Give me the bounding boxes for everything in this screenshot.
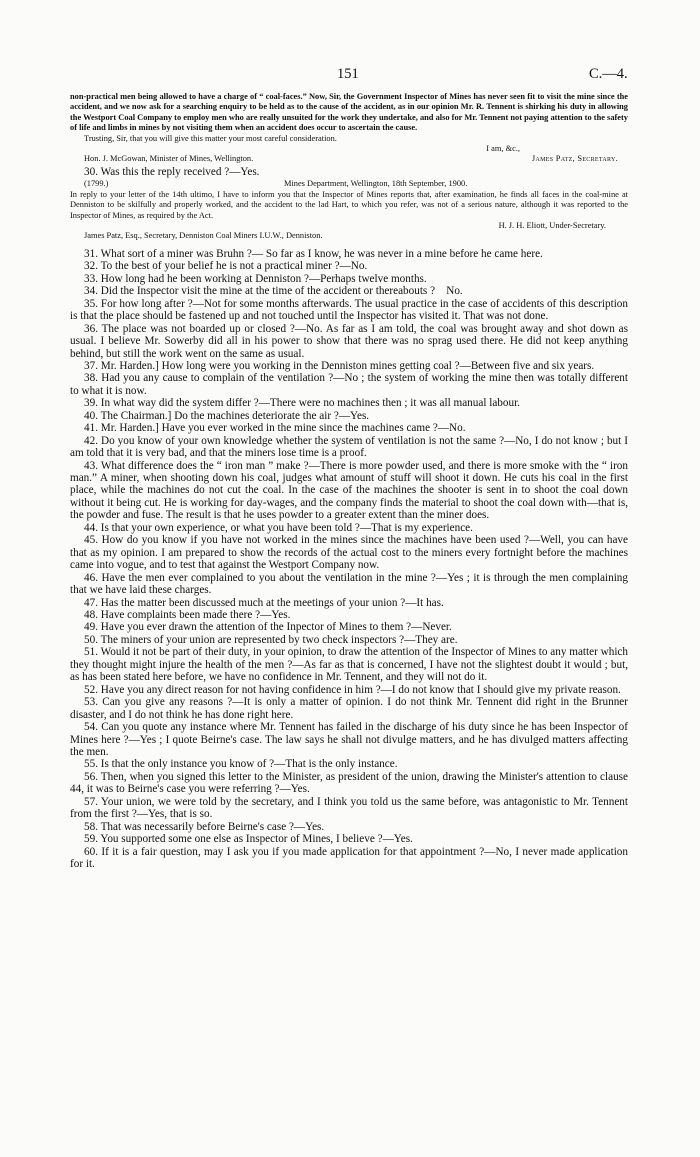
- question-item: 32. To the best of your belief he is not a practical miner ?—No.: [84, 260, 368, 273]
- question-item: 52. Have you any direct reason for not having confidence in him ?—I do not know that I should give my private reason.: [84, 683, 621, 696]
- question-item: 51. Would it not be part of their duty, in your opinion, to draw the attention of the Inspector of Mines to any matter which they thought might injure the health of the men ?—As far as that is concerned, I have not the slightest doubt it would ; but, as has been stated here before, we have no confidence in Mr. Tennent, and they will not do it.: [70, 646, 628, 684]
- page-header: [0, 66, 700, 84]
- question-item: 45. How do you know if you have not worked in the mines since the machines have been used ?—Well, you can have that as my opinion. I am prepared to show the records of the actual cost to the miners every fortnight before the machines came into vogue, and to test that against the Westport Company now.: [70, 534, 628, 572]
- letter-heading-row: [70, 179, 628, 189]
- question-item: 49. Have you ever drawn the attention of the Inpector of Mines to them ?—Never.: [84, 621, 452, 634]
- question-item: 39. In what way did the system differ ?—There were no machines then ; it was all manual labour.: [84, 397, 520, 410]
- sheet-reference: C.—4.: [589, 66, 628, 82]
- page-content: [70, 92, 628, 871]
- question-item: 35. For how long after ?—Not for some months afterwards. The usual practice in the case of accidents of this description is that the place should be fastened up and not touched until the Inspector has visited it. That was not done.: [70, 297, 628, 323]
- letter-body: non-practical men being allowed to have a charge of “ coal-faces.” Now, Sir, the Government Inspector of Mines has never seen fit to visit the mine since the accident, and we now ask for a searching enquiry to be held as to the cause of the accident, as in our opinion Mr. R. Tennent is shirking his duty in allowing the Westport Coal Company to employ men who are really unsuited for the work they undertake, and also for Mr. Tennent not paying attention to the safety of life and limbs in mines by not visiting them when an accident does occur to ascertain the cause.: [70, 92, 628, 133]
- question-item: 42. Do you know of your own knowledge whether the system of ventilation is not the same ?—No, I do not know ; but I am told that it is very bad, and that the miners lose time is a proof.: [70, 434, 628, 460]
- question-item: 55. Is that the only instance you know of ?—That is the only instance.: [84, 758, 398, 771]
- question-item: 56. Then, when you signed this letter to the Minister, as president of the union, drawing the Minister's attention to clause 44, it was to Beirne's case you were referring ?—Yes.: [70, 770, 628, 796]
- question-item: 57. Your union, we were told by the secretary, and I think you told us the same before, was antagonistic to Mr. Tennent from the first ?—Yes, that is so.: [70, 795, 628, 821]
- letter-number: (1799.): [84, 179, 109, 189]
- letter-salutation: I am, &c.,: [486, 144, 520, 154]
- question-item: 43. What difference does the “ iron man ” make ?—There is more powder used, and there is more smoke with the “ iron man.” A miner, when shooting down his coal, judges what amount of stuff will shoot it down. He cuts his coal in the first place, while the machines do not cut the coal. In the case of the machines the shooter is sent in to shoot the coal down without it being cut. He is working for day-wages, and the company finds the material to shoot the coal down with—that is, the powder and fuse. The result is that he uses powder to a greater extent than the miner does.: [70, 459, 628, 522]
- letter-addressee: Hon. J. McGowan, Minister of Mines, Wellington.: [84, 154, 254, 164]
- question-item: 31. What sort of a miner was Bruhn ?— So far as I know, he was never in a mine before he came here.: [84, 247, 543, 260]
- question-item: 60. If it is a fair question, may I ask you if you made application for that appointment ?—No, I never made application for it.: [70, 845, 628, 871]
- question-item: 40. The Chairman.] Do the machines deteriorate the air ?—Yes.: [84, 409, 370, 422]
- question-item: 50. The miners of your union are represented by two check inspectors ?—They are.: [84, 633, 458, 646]
- question-item: 46. Have the men ever complained to you about the ventilation in the mine ?—Yes ; it is through the men complaining that we have laid these charges.: [70, 571, 628, 597]
- letter-place-date: Mines Department, Wellington, 18th September, 1900.: [284, 179, 468, 189]
- page-number: 151: [337, 66, 359, 82]
- question-item: 54. Can you quote any instance where Mr. Tennent has failed in the discharge of his duty since he has been Inspector of Mines here ?—Yes ; I quote Beirne's case. The law says he shall not divulge matters, and he has divulged matters affecting the men.: [70, 721, 628, 758]
- letter-addressee: James Patz, Esq., Secretary, Denniston Coal Miners I.U.W., Denniston.: [84, 231, 323, 241]
- question-item: 53. Can you give any reasons ?—It is only a matter of opinion. I do not think Mr. Tennent did right in the Brunner disaster, and I do not think he has done right here.: [70, 696, 628, 721]
- question-item: 48. Have complaints been made there ?—Yes.: [84, 609, 291, 622]
- question-item: 36. The place was not boarded up or closed ?—No. As far as I am told, the coal was brought away and shot down as usual. I believe Mr. Sowerby did all in his power to show that there was no sprag used there. He did not keep anything behind, but still the work went on the same as usual.: [70, 322, 628, 360]
- question-item: 58. That was necessarily before Beirne's case ?—Yes.: [84, 820, 325, 833]
- question-item: 33. How long had he been working at Denniston ?—Perhaps twelve months.: [84, 272, 427, 285]
- question-item: 59. You supported some one else as Inspector of Mines, I believe ?—Yes.: [84, 833, 413, 846]
- question-item: 47. Has the matter been discussed much at the meetings of your union ?—It has.: [84, 596, 444, 609]
- letter-body: In reply to your letter of the 14th ultimo, I have to inform you that the Inspector of Mines reports that, after examination, he finds all faces in the coal-mine at Denniston to be skilfully and properly worked, and the accident to the lad Hart, to which you refer, was not of a serious nature, although it was reported to the Inspector of Mines, as required by the Act.: [70, 189, 628, 220]
- question-item: 41. Mr. Harden.] Have you ever worked in the mine since the machines came ?—No.: [84, 422, 466, 435]
- letter-signature: H. J. H. Eliott, Under-Secretary.: [498, 221, 606, 231]
- letter-signature: James Patz, Secretary.: [531, 154, 618, 164]
- question-item: 34. Did the Inspector visit the mine at the time of the accident or thereabouts ? No.: [84, 285, 463, 298]
- letter-from-department: [70, 179, 628, 241]
- letter-signoff-row: [70, 154, 628, 164]
- question-item: 38. Had you any cause to complain of the ventilation ?—No ; the system of working the mine then was totally different to what it is now.: [70, 372, 628, 397]
- letter-from-union: [70, 92, 628, 165]
- evidence-questions: [70, 248, 628, 871]
- letter-closing: Trusting, Sir, that you will give this matter your most careful consideration.: [84, 133, 337, 143]
- question-item: 37. Mr. Harden.] How long were you working in the Denniston mines getting coal ?—Between five and six years.: [84, 359, 595, 372]
- question-30: 30. Was this the reply received ?—Yes.: [84, 165, 260, 178]
- question-item: 44. Is that your own experience, or what you have been told ?—That is my experience.: [84, 521, 473, 534]
